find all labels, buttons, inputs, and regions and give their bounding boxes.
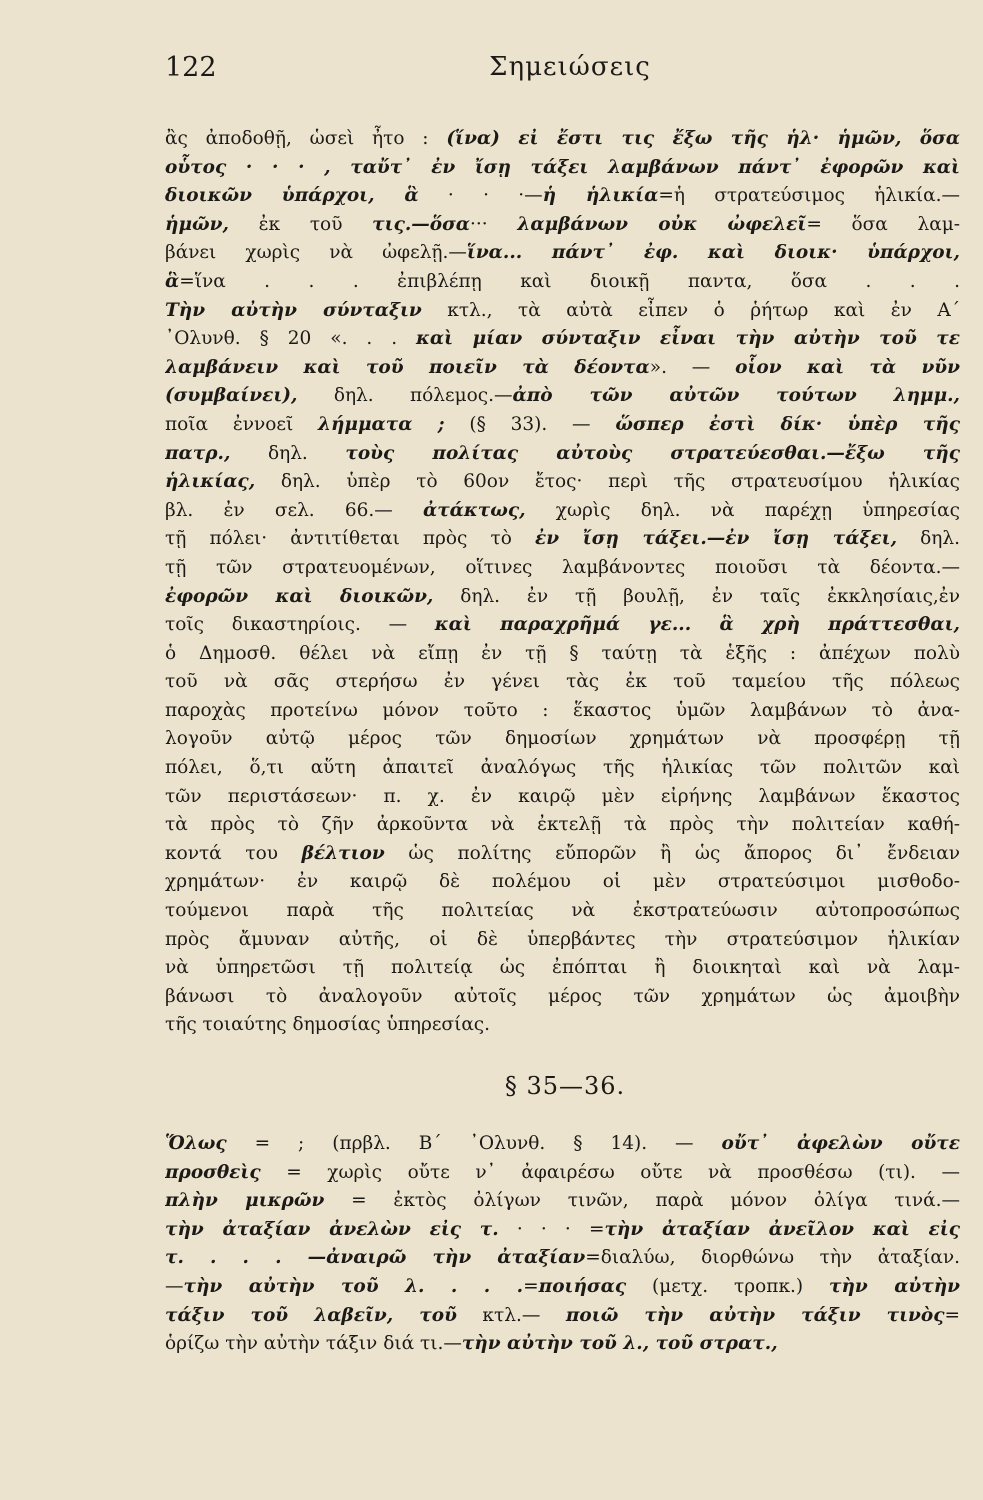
gloss-text: ὡς πολίτης εὔπορῶν ἢ ὡς ἄπορος δι᾽ ἔνδειαν — [384, 842, 960, 864]
gloss-text: δηλ. πόλεμος.— — [297, 385, 513, 407]
text-line — [165, 468, 960, 497]
gloss-text: κτλ., τὰ αὐτὰ εἶπεν ὁ ῥήτωρ καὶ ἐν Α΄ — [421, 299, 960, 321]
lemma-text: οὗτος · · · , ταὔτ᾽ ἐν ἴσῃ τάξει λαμβάνων πάντ᾽ ἐφορῶν καὶ — [165, 156, 960, 178]
lemma-text: λαμβάνων οὐκ ὠφελεῖ — [517, 213, 807, 235]
lemma-text: ἐφορῶν καὶ διοικῶν, — [165, 585, 434, 607]
lemma-text: ἃ — [165, 270, 180, 292]
lemma-text: ἡ ἡλικία — [542, 185, 659, 207]
text-line — [165, 1216, 960, 1245]
gloss-text: =διαλύω, διορθώνω τὴν ἀταξίαν. — [585, 1247, 960, 1269]
gloss-text: — — [165, 1275, 184, 1297]
gloss-text: βάνει χωρὶς νὰ ὠφελῇ.— — [165, 242, 467, 264]
gloss-text: βάνωσι τὸ ἀναλογοῦν αὐτοῖς μέρος τῶν χρημάτων ὡς ἀμοιβὴν — [165, 985, 960, 1007]
gloss-text: = — [523, 1275, 539, 1297]
text-line — [165, 440, 960, 469]
lemma-text: οἷον καὶ τὰ νῦν — [735, 356, 960, 378]
gloss-text: ἐκ τοῦ — [228, 213, 373, 235]
gloss-text: τοῦ νὰ σᾶς στερήσω ἐν γένει τὰς ἐκ τοῦ ταμείου τῆς πόλεως — [165, 671, 960, 693]
text-line — [165, 354, 960, 383]
text-line — [165, 554, 960, 583]
gloss-text: κτλ.— — [456, 1304, 566, 1326]
gloss-text: =ἵνα . . . ἐπιβλέπῃ καὶ διοικῇ παντα, ὅσα . . . — [179, 270, 960, 292]
gloss-text: βλ. ἐν σελ. 66.— — [165, 499, 423, 521]
gloss-text: τῆς τοιαύτης δημοσίας ὑπηρεσίας. — [165, 1014, 491, 1036]
lemma-text: πατρ., — [165, 442, 231, 464]
text-line — [165, 411, 960, 440]
text-line — [165, 497, 960, 526]
lemma-text: ἐν ἴσῃ τάξει.—ἐν ἴσῃ τάξει, — [535, 528, 898, 550]
lemma-text: τ. . . . —ἀναιρῶ τὴν ἀταξίαν — [165, 1247, 586, 1269]
lemma-text: ἡλικίας, — [165, 471, 256, 493]
text-line — [165, 182, 960, 211]
lemma-text: λαμβάνειν καὶ τοῦ ποιεῖν τὰ δέοντα — [165, 356, 650, 378]
gloss-text: ποῖα ἐννοεῖ — [165, 413, 318, 435]
lemma-text: ποιῶ τὴν αὐτὴν τάξιν τινὸς — [565, 1304, 945, 1326]
text-line — [165, 1187, 960, 1216]
lemma-text: τὴν ἀταξίαν ἀνελὼν εἰς τ. — [165, 1218, 499, 1240]
page-number: 122 — [165, 52, 217, 83]
lemma-text: ἵνα... πάντ᾽ ἐφ. καὶ διοικ· ὑπάρχοι, — [466, 242, 960, 264]
lemma-text: καὶ μίαν σύνταξιν εἶναι τὴν αὐτὴν τοῦ τε — [416, 328, 960, 350]
gloss-text: δηλ. — [897, 528, 960, 550]
text-line — [165, 1302, 960, 1331]
text-line — [165, 611, 960, 640]
lemma-text: (ἵνα) εἰ ἔστι τις ἔξω τῆς ἡλ· ἡμῶν, ὅσα — [446, 128, 960, 149]
lemma-text: τοὺς πολίτας αὐτοὺς στρατεύεσθαι.—ἔξω τῆς — [345, 442, 960, 464]
text-line — [165, 1330, 960, 1359]
gloss-text: χρημάτων· ἐν καιρῷ δὲ πολέμου οἱ μὲν στρατεύσιμοι μισθοδο- — [165, 871, 960, 893]
gloss-text: τούμενοι παρὰ τῆς πολιτείας νὰ ἐκστρατεύωσιν αὐτοπροσώπως — [165, 900, 960, 922]
gloss-text: = ὅσα λαμ- — [806, 213, 960, 235]
gloss-text: ··· — [470, 213, 518, 235]
gloss-text: τοῖς δικαστηρίοις. — — [165, 614, 435, 636]
text-line — [165, 725, 960, 754]
lemma-text: λήμματα ; — [318, 413, 445, 435]
running-title: Σημειώσεις — [489, 52, 651, 82]
gloss-text: =ἡ στρατεύσιμος ἡλικία.— — [658, 185, 960, 207]
lemma-text: βέλτιον — [301, 842, 385, 864]
gloss-text: πόλει, ὅ,τι αὕτη ἀπαιτεῖ ἀναλόγως τῆς ἡλικίας τῶν πολιτῶν καὶ — [165, 757, 960, 779]
text-line — [165, 868, 960, 897]
lemma-text: τὴν αὐτὴν τοῦ λ. . . . — [183, 1275, 524, 1297]
lemma-text: διοικῶν ὑπάρχοι, ἃ — [165, 185, 419, 207]
lemma-text: οὔτ᾽ ἀφελὼν οὔτε — [721, 1133, 960, 1154]
text-line — [165, 297, 960, 326]
text-line — [165, 211, 960, 240]
text-line — [165, 897, 960, 926]
gloss-text: = χωρὶς οὔτε ν᾽ ἀφαιρέσω οὔτε νὰ προσθέσω (τι). — — [260, 1161, 960, 1183]
lemma-text: τὴν ἀταξίαν ἀνεῖλον καὶ εἰς — [604, 1218, 960, 1240]
gloss-text: ὁρίζω τὴν αὐτὴν τάξιν διά τι.— — [165, 1333, 462, 1355]
gloss-text: δηλ. ὑπὲρ τὸ 60ον ἔτος· περὶ τῆς στρατευσίμου ἡλικίας — [255, 471, 960, 493]
text-line — [165, 154, 960, 183]
text-line — [165, 1273, 960, 1302]
lemma-text: προσθεὶς — [165, 1161, 261, 1183]
notes-paragraph-1 — [165, 125, 960, 1040]
text-line — [165, 697, 960, 726]
lemma-text: Ὅλως — [165, 1133, 227, 1154]
gloss-text: νὰ ὑπηρετῶσι τῇ πολιτείᾳ ὡς ἐπόπται ἢ διοικηταὶ καὶ νὰ λαμ- — [165, 957, 960, 979]
gloss-text: πρὸς ἄμυναν αὐτῆς, οἱ δὲ ὑπερβάντες τὴν στρατεύσιμον ἡλικίαν — [165, 928, 960, 950]
lemma-text: ὥσπερ ἐστὶ δίκ· ὑπὲρ τῆς — [615, 413, 960, 435]
lemma-text: τις.—ὅσα — [372, 213, 470, 235]
page-header — [165, 52, 965, 88]
gloss-text: (μετχ. τροπκ.) — [626, 1275, 829, 1297]
text-line — [165, 640, 960, 669]
text-line — [165, 1244, 960, 1273]
gloss-text: · · ·— — [418, 185, 543, 207]
text-line — [165, 525, 960, 554]
text-line — [165, 783, 960, 812]
text-line — [165, 325, 960, 354]
text-line — [165, 983, 960, 1012]
lemma-text: καὶ παραχρῆμά γε... ἃ χρὴ πράττεσθαι, — [434, 614, 960, 636]
text-line — [165, 811, 960, 840]
gloss-text: τῶν περιστάσεων· π. χ. ἐν καιρῷ μὲν εἰρήνης λαμβάνων ἕκαστος — [165, 785, 960, 807]
gloss-text: παροχὰς προτείνω μόνον τοῦτο : ἕκαστος ὑμῶν λαμβάνων τὸ ἀνα- — [165, 699, 960, 721]
lemma-text: τὴν αὐτὴν — [829, 1275, 960, 1297]
text-line — [165, 583, 960, 612]
gloss-text: · · · = — [498, 1218, 605, 1240]
text-line — [165, 954, 960, 983]
gloss-text: = ; (πρβλ. Β΄ ᾿Ολυνθ. § 14). — — [226, 1133, 722, 1154]
gloss-text: λογοῦν αὐτῷ μέρος τῶν δημοσίων χρημάτων νὰ προσφέρῃ τῇ — [165, 728, 960, 750]
gloss-text: = — [944, 1304, 960, 1326]
section-heading: § 35—36. — [504, 1072, 626, 1100]
lemma-text: πλὴν μικρῶν — [165, 1190, 325, 1212]
gloss-text: ». — — [649, 356, 736, 378]
lemma-text: ἀπὸ τῶν αὐτῶν τούτων λημμ., — [512, 385, 960, 407]
gloss-text: τῇ τῶν στρατευομένων, οἵτινες λαμβάνοντες ποιοῦσι τὰ δέοντα.— — [165, 556, 960, 578]
lemma-text: τὴν αὐτὴν τοῦ λ., τοῦ στρατ., — [461, 1333, 778, 1355]
gloss-text: δηλ. ἐν τῇ βουλῇ, ἐν ταῖς ἐκκλησίαις,ἐν — [433, 585, 960, 607]
text-line — [165, 1130, 960, 1159]
gloss-text: χωρὶς δηλ. νὰ παρέχῃ ὑπηρεσίας — [525, 499, 960, 521]
gloss-text: ᾿Ολυνθ. § 20 «. . . — [165, 328, 417, 350]
text-line — [165, 268, 960, 297]
lemma-text: (συμβαίνει), — [165, 385, 298, 407]
gloss-text: = ἐκτὸς ὀλίγων τινῶν, παρὰ μόνον ὀλίγα τινά.— — [324, 1190, 960, 1212]
gloss-text: τῇ πόλει· ἀντιτίθεται πρὸς τὸ — [165, 528, 535, 550]
text-line — [165, 239, 960, 268]
text-line — [165, 668, 960, 697]
gloss-text: τὰ πρὸς τὸ ζῆν ἀρκοῦντα νὰ ἐκτελῇ τὰ πρὸς τὴν πολιτείαν καθή- — [165, 814, 960, 836]
gloss-text: ὁ Δημοσθ. θέλει νὰ εἴπῃ ἐν τῇ § ταύτῃ τὰ ἑξῆς : ἀπέχων πολὺ — [165, 642, 960, 664]
lemma-text: ἀτάκτως, — [423, 499, 526, 521]
lemma-text: τάξιν τοῦ λαβεῖν, τοῦ — [165, 1304, 457, 1326]
text-line — [165, 754, 960, 783]
text-line — [165, 840, 960, 869]
gloss-text: ἂς ἀποδοθῇ, ὡσεὶ ἦτο : — [165, 128, 447, 149]
text-line — [165, 926, 960, 955]
lemma-text: ποιήσας — [538, 1275, 627, 1297]
text-line — [165, 1159, 960, 1188]
gloss-text: δηλ. — [230, 442, 346, 464]
lemma-text: ἡμῶν, — [165, 213, 229, 235]
gloss-text: (§ 33). — — [444, 413, 616, 435]
gloss-text: κοντά του — [165, 842, 302, 864]
text-line — [165, 382, 960, 411]
text-line — [165, 125, 960, 154]
text-line — [165, 1011, 960, 1040]
notes-paragraph-2 — [165, 1130, 960, 1359]
lemma-text: Τὴν αὐτὴν σύνταξιν — [165, 299, 422, 321]
